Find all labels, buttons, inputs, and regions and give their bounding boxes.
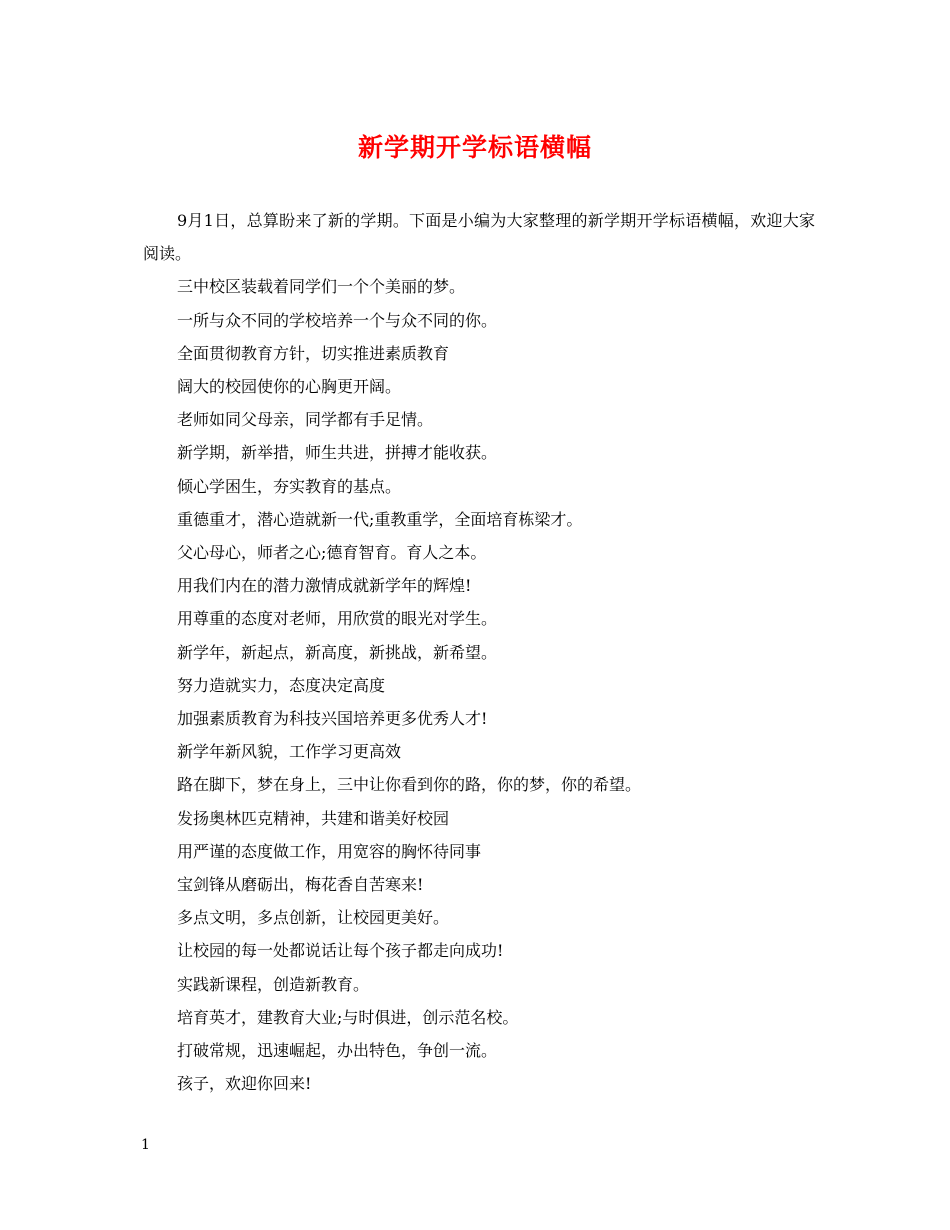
slogan-line: 努力造就实力，态度决定高度 [177, 675, 386, 695]
slogan-line: 一所与众不同的学校培养一个与众不同的你。 [177, 310, 498, 330]
slogan-line: 让校园的每一处都说话让每个孩子都走向成功! [177, 941, 504, 961]
slogan-line: 用严谨的态度做工作，用宽容的胸怀待同事 [177, 841, 482, 861]
slogan-line: 实践新课程，创造新教育。 [177, 974, 370, 994]
slogan-line: 加强素质教育为科技兴国培养更多优秀人才! [177, 709, 488, 729]
slogan-line: 用我们内在的潜力激情成就新学年的辉煌! [177, 576, 472, 596]
slogan-line: 阔大的校园使你的心胸更开阔。 [177, 377, 402, 397]
document-body [143, 204, 815, 1100]
slogan-line: 倾心学困生，夯实教育的基点。 [177, 476, 402, 496]
intro-paragraph: 9月1日，总算盼来了新的学期。下面是小编为大家整理的新学期开学标语横幅，欢迎大家阅读。 [143, 211, 815, 264]
slogan-line: 全面贯彻教育方针，切实推进素质教育 [177, 343, 450, 363]
slogan-line: 用尊重的态度对老师，用欣赏的眼光对学生。 [177, 609, 498, 629]
slogan-line: 新学年，新起点，新高度，新挑战，新希望。 [177, 642, 498, 662]
slogan-line: 培育英才，建教育大业;与时俱进，创示范名校。 [177, 1007, 519, 1027]
slogan-list [143, 270, 815, 1100]
slogan-line: 发扬奥林匹克精神，共建和谐美好校园 [177, 808, 450, 828]
slogan-line: 重德重才，潜心造就新一代;重教重学，全面培育栋梁才。 [177, 509, 583, 529]
slogan-line: 孩子，欢迎你回来! [177, 1074, 312, 1094]
slogan-line: 三中校区装载着同学们一个个美丽的梦。 [177, 277, 466, 297]
slogan-line: 打破常规，迅速崛起，办出特色，争创一流。 [177, 1041, 498, 1061]
document-title: 新学期开学标语横幅 [357, 133, 592, 162]
slogan-line: 父心母心，师者之心;德育智育。育人之本。 [177, 543, 487, 563]
page-number: 1 [141, 1137, 150, 1153]
slogan-line: 宝剑锋从磨砺出，梅花香自苦寒来! [177, 875, 424, 895]
slogan-line: 新学期，新举措，师生共进，拼搏才能收获。 [177, 443, 498, 463]
slogan-line: 多点文明，多点创新，让校园更美好。 [177, 908, 450, 928]
slogan-line: 新学年新风貌，工作学习更高效 [177, 742, 402, 762]
slogan-line: 老师如同父母亲，同学都有手足情。 [177, 410, 434, 430]
slogan-line: 路在脚下，梦在身上，三中让你看到你的路，你的梦，你的希望。 [177, 775, 642, 795]
